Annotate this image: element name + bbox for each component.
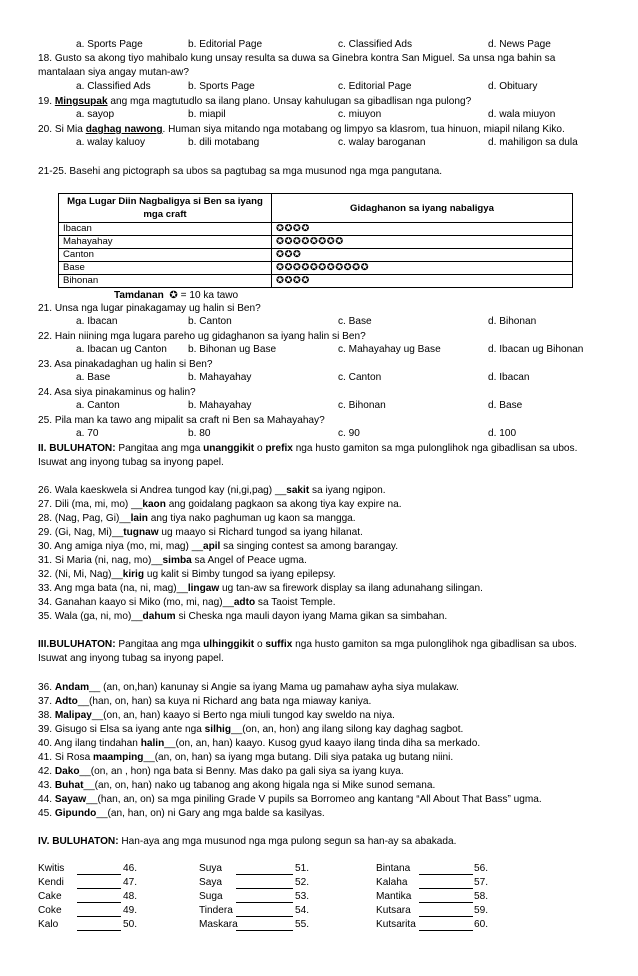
item-text: sa Angel of Peace ugma. (191, 555, 307, 566)
item-text: 45. (38, 808, 55, 819)
option-c: c. Classified Ads (338, 39, 413, 50)
question-21: 21. Unsa nga lugar pinakagamay ug halin si Ben? (38, 303, 261, 314)
option-c: c. Mahayahay ug Base (338, 344, 441, 355)
option-a: a. Sports Page (76, 39, 143, 50)
q19-options (0, 109, 638, 123)
item-text: __(an, han, on) ni Gary ang mga balde sa kasilyas. (96, 808, 325, 819)
option-b: b. Mahayahay (188, 400, 252, 411)
item-number: 55. (295, 919, 310, 930)
item-text: ang tiya nako paghuman ug kaon sa mangga. (147, 513, 356, 524)
key-label: Tamdanan (114, 290, 164, 301)
answer-blank[interactable] (419, 877, 473, 889)
option-b: b. Editorial Page (188, 39, 263, 50)
prefix-item (38, 610, 613, 623)
item-text: sa iyang ngipon. (309, 485, 386, 496)
icon-count-cell: ✪✪✪✪✪✪✪✪✪✪✪ (272, 262, 573, 275)
option-c: c. Bihonan (338, 400, 386, 411)
item-text: 27. Dili (ma, mi, mo) __ (38, 499, 143, 510)
word-list-item: Tindera (199, 905, 233, 916)
option-c: c. Base (338, 316, 372, 327)
q18-options (0, 81, 638, 95)
table-row (59, 223, 573, 236)
pictograph-key (114, 289, 638, 302)
q23-options (0, 372, 638, 386)
item-text: 37. (38, 696, 55, 707)
section-3-heading: III.BULUHATON: (38, 639, 116, 650)
root-word: kirig (122, 569, 145, 580)
term-suffix: suffix (265, 639, 293, 650)
word-list-item: Suya (199, 863, 223, 874)
answer-blank[interactable] (419, 891, 473, 903)
q24-options (0, 400, 638, 414)
item-number: 51. (295, 863, 310, 874)
icon-count-cell: ✪✪✪✪✪✪✪✪ (272, 236, 573, 249)
item-text: __(han, an, on) sa mga piniling Grade V pupils sa Borromeo ang kantang “All About That Bass” ugma. (86, 794, 542, 805)
option-a: a. 70 (76, 428, 99, 439)
item-number: 49. (123, 905, 138, 916)
option-c: c. 90 (338, 428, 360, 439)
term-unanggikit: unanggikit (203, 443, 255, 454)
q25-options (0, 428, 638, 442)
option-a: a. Base (76, 372, 111, 383)
suffix-item (38, 751, 613, 764)
q20-underlined-term: daghag nawong (85, 124, 163, 135)
root-word: silhig (204, 724, 232, 735)
prefix-item (38, 484, 613, 497)
icon-count-cell: ✪✪✪✪ (272, 275, 573, 288)
item-text: sa Taoist Temple. (255, 597, 336, 608)
item-text: 36. (38, 682, 55, 693)
option-b: b. dili motabang (188, 137, 260, 148)
answer-blank[interactable] (236, 905, 293, 917)
suffix-item (38, 793, 613, 806)
table-header-row (59, 194, 573, 223)
answer-blank[interactable] (236, 919, 293, 931)
item-text: 31. Si Maria (ni, nag, mo)__ (38, 555, 163, 566)
item-text: __(an, on, han) sa iyang mga butang. Dili siya pataka ug butang niini. (143, 752, 454, 763)
prefix-item (38, 540, 613, 553)
answer-blank[interactable] (77, 919, 121, 931)
word-list-item: Bintana (376, 863, 411, 874)
item-text: 34. Ganahan kaayo si Miko (mo, mi, nag)__ (38, 597, 234, 608)
option-b: b. miapil (188, 109, 226, 120)
icon-count-cell: ✪✪✪✪ (272, 223, 573, 236)
place-cell: Mahayahay (59, 236, 272, 249)
word-list-item: Cake (38, 891, 62, 902)
root-word: sakit (286, 485, 310, 496)
option-c: c. walay baroganan (338, 137, 426, 148)
item-number: 56. (474, 863, 489, 874)
place-cell: Base (59, 262, 272, 275)
item-text: 41. Si Rosa (38, 752, 93, 763)
root-word: tugnaw (123, 527, 159, 538)
header-quantity: Gidaghanon sa iyang nabaligya (272, 194, 573, 223)
word-list-item: Mantika (376, 891, 412, 902)
item-text: 44. (38, 794, 55, 805)
word-list-item: Kutsara (376, 905, 411, 916)
answer-blank[interactable] (77, 891, 121, 903)
item-text: __(on, an , hon) nga bata si Benny. Mas dako pa gali siya sa iyang kuya. (79, 766, 404, 777)
suffix-item (38, 695, 613, 708)
table-row (59, 262, 573, 275)
option-a: a. walay kaluoy (76, 137, 146, 148)
root-word: Adto (54, 696, 78, 707)
answer-blank[interactable] (77, 905, 121, 917)
pictograph-instructions: 21-25. Basehi ang pictograph sa ubos sa pagtubag sa mga musunod nga mga pangutana. (38, 166, 443, 177)
item-text: ug tan-aw sa firework display sa ilang adunahang silingan. (219, 583, 483, 594)
item-text: 43. (38, 780, 55, 791)
suffix-item (38, 723, 613, 736)
section-4-instructions (38, 835, 613, 848)
option-d: d. mahiligon sa dula (488, 137, 578, 148)
q17-options (0, 39, 638, 53)
suffix-item (38, 779, 613, 792)
item-text: 40. Ang ilang tindahan (38, 738, 141, 749)
prefix-item (38, 554, 613, 567)
option-d: d. Base (488, 400, 523, 411)
place-cell: Ibacan (59, 223, 272, 236)
option-d: d. 100 (488, 428, 517, 439)
item-text: 32. (Ni, Mi, Nag)__ (38, 569, 123, 580)
item-text: 35. Wala (ga, ni, mo)__ (38, 611, 143, 622)
instruction-text: nga husto gamiton sa mga pulonglihok nga gibadlisan sa ubos. Isuwat ang inyong tubag sa inyong papel. (38, 639, 577, 664)
instruction-text: nga husto gamiton sa mga pulonglihok nga gibadlisan sa ubos. Isuwat ang inyong tubag sa inyong papel. (38, 443, 578, 468)
option-c: c. miuyon (338, 109, 382, 120)
question-18: 18. Gusto sa akong tiyo mahibalo kung unsay resulta sa duwa sa Ginebra kontra San Miguel. Sa unsa nga bahin sa mantalaan siya angay mutan-aw? (38, 53, 556, 78)
option-d: d. News Page (488, 39, 551, 50)
word-list-item: Kwitis (38, 863, 65, 874)
root-word: lain (130, 513, 148, 524)
root-word: maamping (92, 752, 144, 763)
instruction-text: Pangitaa ang mga (115, 639, 204, 650)
q20-options (0, 137, 638, 151)
item-text: sa singing contest sa among barangay. (220, 541, 399, 552)
root-word: Andam (54, 682, 90, 693)
place-cell: Bihonan (59, 275, 272, 288)
suffix-item (38, 765, 613, 778)
root-word: kaon (142, 499, 166, 510)
suffix-item (38, 709, 613, 722)
prefix-item (38, 582, 613, 595)
table-row (59, 236, 573, 249)
table-row (59, 275, 573, 288)
q20-text: . Human siya mitando nga motabang og limpyo sa klasrom, tua hinuon, miapil nilang Kiko. (162, 124, 565, 135)
instruction-text: o (254, 443, 266, 454)
option-a: a. Ibacan ug Canton (76, 344, 167, 355)
word-list-item: Kalo (38, 919, 59, 930)
option-d: d. Ibacan (488, 372, 530, 383)
root-word: Gipundo (54, 808, 97, 819)
item-number: 47. (123, 877, 138, 888)
q19-underlined-term: Mingsupak (54, 96, 108, 107)
section-3-instructions (38, 638, 598, 666)
question-24: 24. Asa siya pinakaminus og halin? (38, 387, 196, 398)
section-2-heading: II. BULUHATON: (38, 443, 116, 454)
root-word: Sayaw (54, 794, 87, 805)
word-list-item: Kendi (38, 877, 64, 888)
instruction-text: o (254, 639, 266, 650)
item-text: __(on, an, hon) ang ilang silong kay daghag sagbot. (231, 724, 464, 735)
star-icon: ✪ (169, 290, 178, 301)
item-text: ug maayo si Richard tungod sa iyang hilanat. (158, 527, 363, 538)
section-4-heading: IV. BULUHATON: (38, 836, 119, 847)
icon-count-cell: ✪✪✪ (272, 249, 573, 262)
answer-blank[interactable] (77, 863, 121, 875)
option-b: b. Sports Page (188, 81, 255, 92)
key-value: = 10 ka tawo (180, 290, 239, 301)
item-number: 46. (123, 863, 138, 874)
q21-options (0, 316, 638, 330)
question-20 (38, 123, 613, 136)
item-text: 39. Gisugo si Elsa sa iyang ante nga (38, 724, 205, 735)
item-number: 53. (295, 891, 310, 902)
item-text: si Cheska nga mauli dayon iyang Mama gikan sa simbahan. (175, 611, 448, 622)
item-text: ang goidalang pagkaon sa akong tiya kay expire na. (165, 499, 402, 510)
q19-number: 19. (38, 96, 55, 107)
question-22: 22. Hain niining mga lugara pareho ug gidaghanon sa iyang halin si Ben? (38, 331, 366, 342)
item-text: __(han, on, han) sa kuya ni Richard ang bata nga miaway kaniya. (77, 696, 372, 707)
option-d: d. Bihonan (488, 316, 537, 327)
option-b: b. Bihonan ug Base (188, 344, 277, 355)
answer-blank[interactable] (419, 863, 473, 875)
item-text: 33. Ang mga bata (na, ni, mag)__ (38, 583, 188, 594)
prefix-item (38, 526, 613, 539)
question-23: 23. Asa pinakadaghan ug halin si Ben? (38, 359, 213, 370)
answer-blank[interactable] (419, 905, 473, 917)
option-a: a. Classified Ads (76, 81, 151, 92)
root-word: apil (202, 541, 221, 552)
suffix-item (38, 807, 613, 820)
root-word: Malipay (54, 710, 92, 721)
instruction-text: Han-aya ang mga musunod nga mga pulong segun sa han-ay sa abakada. (118, 836, 457, 847)
item-number: 54. (295, 905, 310, 916)
answer-blank[interactable] (236, 891, 293, 903)
pictograph-table (58, 193, 573, 288)
question-25: 25. Pila man ka tawo ang mipalit sa craft ni Ben sa Mahayahay? (38, 415, 325, 426)
option-b: b. Mahayahay (188, 372, 252, 383)
word-list-item: Kalaha (376, 877, 408, 888)
option-d: d. wala miuyon (488, 109, 556, 120)
word-list-item: Maskara (199, 919, 238, 930)
root-word: simba (162, 555, 192, 566)
item-number: 57. (474, 877, 489, 888)
option-c: c. Canton (338, 372, 382, 383)
prefix-item (38, 568, 613, 581)
item-text: 38. (38, 710, 55, 721)
item-number: 60. (474, 919, 489, 930)
table-row (59, 249, 573, 262)
item-number: 52. (295, 877, 310, 888)
q20-number: 20. Si Mia (38, 124, 86, 135)
item-text: __(on, an, han) kaayo si Berto nga miuli tungod kay sweldo na niya. (91, 710, 395, 721)
word-list-item: Saya (199, 877, 223, 888)
header-places: Mga Lugar Diin Nagbaligya si Ben sa iyang mga craft (59, 194, 272, 223)
item-text: 30. Ang amiga niya (mo, mi, mag) __ (38, 541, 203, 552)
place-cell: Canton (59, 249, 272, 262)
item-text: 42. (38, 766, 55, 777)
item-number: 59. (474, 905, 489, 916)
q22-options (0, 344, 638, 358)
item-text: 28. (Nag, Pag, Gi)__ (38, 513, 131, 524)
suffix-item (38, 737, 613, 750)
item-number: 48. (123, 891, 138, 902)
option-a: a. Ibacan (76, 316, 118, 327)
item-text: __(on, an, han) kaayo. Kusog gyud kaayo ilang tinda diha sa merkado. (164, 738, 481, 749)
answer-blank[interactable] (236, 863, 293, 875)
term-ulhinggikit: ulhinggikit (203, 639, 255, 650)
term-prefix: prefix (265, 443, 293, 454)
option-c: c. Editorial Page (338, 81, 412, 92)
answer-blank[interactable] (419, 919, 473, 931)
word-list-item: Coke (38, 905, 62, 916)
root-word: dahum (142, 611, 176, 622)
root-word: halin (140, 738, 165, 749)
word-list-item: Suga (199, 891, 223, 902)
section-2-instructions (38, 442, 598, 470)
q19-text: ang mga magtutudlo sa ilang plano. Unsay kahulugan sa gibadlisan nga pulong? (107, 96, 472, 107)
item-text: 26. Wala kaeskwela si Andrea tungod kay (ni,gi,pag) __ (38, 485, 287, 496)
option-b: b. 80 (188, 428, 211, 439)
option-a: a. Canton (76, 400, 120, 411)
item-number: 50. (123, 919, 138, 930)
item-text: __(an, on, han) nako ug tabanog ang akong higala nga si Mike sunod semana. (83, 780, 436, 791)
answer-blank[interactable] (77, 877, 121, 889)
option-b: b. Canton (188, 316, 232, 327)
option-d: d. Ibacan ug Bihonan (488, 344, 584, 355)
prefix-item (38, 498, 613, 511)
root-word: Dako (54, 766, 80, 777)
word-list-item: Kutsarita (376, 919, 416, 930)
item-text: ug kalit si Bimby tungod sa iyang epilepsy. (144, 569, 336, 580)
root-word: Buhat (54, 780, 84, 791)
root-word: lingaw (187, 583, 220, 594)
option-d: d. Obituary (488, 81, 538, 92)
root-word: adto (233, 597, 256, 608)
item-number: 58. (474, 891, 489, 902)
item-text: 29. (Gi, Nag, Mi)__ (38, 527, 124, 538)
option-a: a. sayop (76, 109, 115, 120)
answer-blank[interactable] (236, 877, 293, 889)
question-19 (38, 95, 613, 108)
prefix-item (38, 596, 613, 609)
item-text: __ (an, on,han) kanunay si Angie sa iyang Mama ug pamahaw ayha siya mulakaw. (89, 682, 459, 693)
prefix-item (38, 512, 613, 525)
suffix-item (38, 681, 613, 694)
instruction-text: Pangitaa ang mga (115, 443, 204, 454)
